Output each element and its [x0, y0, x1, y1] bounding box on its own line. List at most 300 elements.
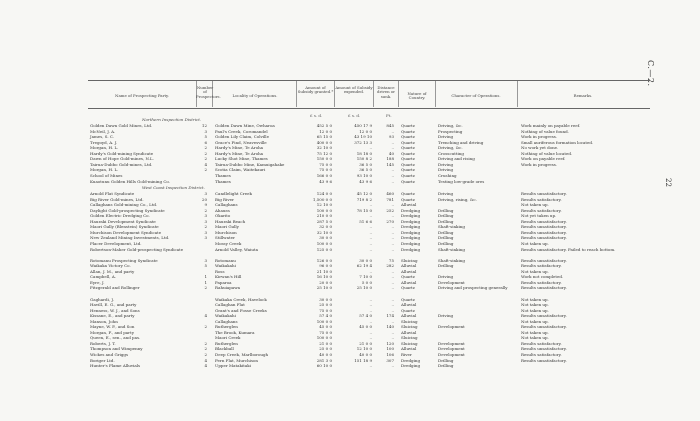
table-row	[0, 297, 700, 302]
cell-name: Kissane, E., and party	[90, 313, 135, 319]
table-row	[0, 302, 700, 307]
table-row	[0, 224, 700, 229]
cell-nat: Quartz	[401, 173, 415, 178]
cell-ex: 43 9 6	[359, 178, 372, 184]
cell-ex: ..	[369, 335, 372, 341]
cell-dist: 270	[386, 218, 394, 224]
cell-ex: ..	[369, 296, 372, 302]
cell-nat: Alluvial	[401, 329, 417, 335]
cell-name: Murchison Development Syndicate	[90, 229, 162, 235]
cell-nat: Quartz	[401, 167, 415, 173]
cell-nat: Dredging	[401, 207, 421, 213]
cell-char: Development	[438, 346, 465, 352]
cell-char: Driving, rising, &c.	[438, 196, 477, 202]
cell-rem: Not taken up.	[521, 335, 549, 341]
cell-gr: 30 0 0	[319, 296, 332, 302]
cell-char: Crushing	[438, 173, 457, 178]
cell-rem: Work in progress.	[521, 161, 558, 167]
cell-dist: 307	[386, 357, 394, 363]
cell-loc: Rutherglen	[215, 340, 238, 346]
cell-name: Hauraki Development Syndicate	[90, 218, 156, 224]
cell-name: Golden Electric Dredging Co.	[90, 213, 150, 219]
cell-loc: Callaghan Flat	[215, 302, 245, 307]
cell-ex: ..	[369, 268, 372, 274]
table-row	[0, 363, 700, 368]
cell-ex: 719 8 2	[356, 196, 372, 202]
cell-num: 2	[204, 224, 207, 230]
cell-rem: Results satisfactory.	[521, 196, 562, 202]
cell-rem: Not taken up.	[521, 202, 549, 208]
cell-dist: 781	[386, 196, 394, 202]
cell-name: Eyre, J.	[90, 279, 105, 285]
table-row	[0, 173, 700, 178]
cell-nat: Alluvial	[401, 313, 417, 319]
cell-nat: River	[401, 352, 412, 357]
cell-name: Manson, John	[90, 318, 118, 324]
cell-gr: 166 0 0	[316, 173, 332, 178]
cell-rem: Work not completed.	[521, 274, 564, 280]
cell-ex: 78 15 0	[356, 207, 372, 213]
cell-ex: ..	[369, 145, 372, 151]
cell-dist: ..	[391, 335, 394, 341]
cell-rem: Results satisfactory.	[521, 279, 562, 285]
cell-dist: ..	[391, 241, 394, 246]
cell-name: Arnold Flat Syndicate	[90, 191, 135, 196]
cell-char: Drilling	[438, 218, 454, 224]
cell-dist: 100	[386, 346, 394, 352]
cell-nat: Alluvial	[401, 302, 417, 307]
cell-gr: 12 10 0	[316, 202, 332, 208]
cell-loc: Grant's and Fosse Creeks	[215, 307, 267, 313]
cell-char: Drilling	[438, 213, 454, 219]
cell-gr: 65 15 0	[316, 134, 332, 140]
cell-ex: 43 19 10	[354, 134, 372, 140]
cell-char: Testing low-grade ores	[438, 178, 485, 184]
cell-nat: Dredging	[401, 246, 421, 252]
cell-name: Morgan, F., and party	[90, 329, 134, 335]
cell-char: Development	[438, 352, 465, 357]
cell-ex: ..	[369, 302, 372, 307]
table-row	[0, 235, 700, 240]
cell-name: Boriger Ltd.	[90, 357, 115, 363]
cell-gr: 21 10 0	[316, 268, 332, 274]
cell-loc: Lucky Shot Mine, Thames	[215, 156, 268, 162]
cell-nat: Quartz	[401, 296, 415, 302]
cell-dist: ..	[391, 268, 394, 274]
cell-char: Crosscutting	[438, 150, 464, 156]
header-name: Name of Prospecting Party.	[115, 93, 169, 98]
cell-rem: Results unsatisfactory.	[521, 229, 567, 235]
cell-nat: Quartz	[401, 285, 415, 291]
cell-ex: 12 0 0	[359, 128, 372, 134]
cell-loc: Hauraki Beach	[215, 218, 246, 224]
table-row	[0, 202, 700, 207]
cell-loc: Maori Gully	[215, 224, 239, 230]
cell-dist: 93	[388, 134, 394, 140]
cell-rem: Results satisfactory.	[521, 263, 562, 269]
cell-nat: Dredging	[401, 235, 421, 241]
cell-dist: 282	[386, 263, 394, 269]
cell-gr: 75 0 0	[319, 307, 332, 313]
cell-gr: 75 12 0	[316, 150, 332, 156]
cell-char: Driving and prospecting generally	[438, 285, 508, 291]
cell-num: 4	[204, 363, 207, 369]
cell-name: Henness, W. J., and Sons	[90, 307, 140, 313]
cell-nat: Quartz	[401, 161, 415, 167]
cell-nat: Sluicing	[401, 335, 418, 341]
cell-dist: ..	[391, 279, 394, 285]
cell-ex: 372 13 3	[354, 139, 372, 145]
cell-nat: Quartz	[401, 274, 415, 280]
cell-ex: 25 10 0	[356, 285, 372, 291]
header-locality: Locality of Operations.	[232, 93, 278, 98]
cell-rem: Results satisfactory.	[521, 352, 562, 357]
cell-dist: ..	[391, 285, 394, 291]
cell-ex: ..	[369, 235, 372, 241]
cell-name: Kuaotunu Golden Hills Gold-mining Co.	[90, 178, 170, 184]
cell-rem: Not taken up.	[521, 296, 549, 302]
cell-char: Shaft-sinking	[438, 224, 465, 230]
cell-num: 3	[204, 218, 207, 224]
cell-nat: Dredging	[401, 224, 421, 230]
cell-num: 2	[204, 346, 207, 352]
cell-dist: ..	[391, 246, 394, 252]
cell-loc: Fern Flat, Murchison	[215, 357, 258, 363]
cell-gr: 281 3 0	[316, 357, 332, 363]
cell-dist: ..	[391, 302, 394, 307]
cell-dist: ..	[391, 167, 394, 173]
cell-rem: Not taken up.	[521, 241, 549, 246]
cell-gr: 287 5 0	[316, 218, 332, 224]
cell-dist: 174	[386, 313, 394, 319]
cell-gr: 43 9 6	[319, 178, 332, 184]
cell-gr: 57 4 0	[319, 313, 332, 319]
table-row	[0, 208, 700, 213]
cell-name: Tregoyd, A. J.	[90, 139, 118, 145]
cell-loc: Murchison	[215, 229, 237, 235]
cell-gr: 30 0 0	[319, 235, 332, 241]
cell-nat: Sluicing	[401, 324, 418, 330]
cell-char: Drilling	[438, 235, 454, 241]
cell-dist: ..	[391, 139, 394, 145]
cell-nat: Quartz	[401, 150, 415, 156]
table-row	[0, 313, 700, 318]
table-row	[0, 319, 700, 324]
cell-gr: 400 0 0	[316, 139, 332, 145]
cell-num: 20	[201, 196, 207, 202]
cell-nat: Quartz	[401, 139, 415, 145]
cell-loc: Paul's Creek, Coromandel	[215, 128, 268, 134]
cell-ex: 7 10 0	[359, 274, 372, 280]
cell-gr: 150 0 0	[316, 156, 332, 162]
table-row	[0, 151, 700, 156]
cell-nat: Dredging	[401, 241, 421, 246]
cell-ex: ..	[369, 241, 372, 246]
cell-gr: 21 0 0	[319, 340, 332, 346]
table-row	[0, 280, 700, 285]
cell-nat: Alluvial	[401, 268, 417, 274]
cell-num: 2	[204, 167, 207, 173]
cell-num: 5	[204, 263, 207, 269]
cell-nat: Dredging	[401, 363, 421, 369]
cell-loc: Golden Lily Claim, Colville	[215, 134, 269, 140]
cell-gr: 25 10 0	[316, 285, 332, 291]
cell-rem: Nothing of value found.	[521, 128, 569, 134]
cell-nat: Quartz	[401, 191, 415, 196]
cell-gr: 100 0 0	[316, 207, 332, 213]
cell-loc: Rotomanu	[215, 257, 236, 263]
cell-dist: 106	[386, 352, 394, 357]
cell-char: Driving and rising	[438, 156, 475, 162]
table-row	[0, 145, 700, 150]
cell-num: 6	[204, 139, 207, 145]
cell-nat: Quartz	[401, 145, 415, 151]
cell-name: Gaghardi, J.	[90, 296, 114, 302]
cell-dist: ..	[391, 173, 394, 178]
cell-nat: Alluvial	[401, 279, 417, 285]
cell-char: Driving	[438, 134, 454, 140]
cell-name: Havill, E. G., and party	[90, 302, 137, 307]
cell-ex: 93 10 0	[356, 173, 372, 178]
table-row	[0, 263, 700, 268]
cell-num: 5	[204, 134, 207, 140]
cell-gr: 40 0 0	[319, 352, 332, 357]
cell-gr: 452 5 0	[316, 123, 332, 128]
cell-num: 12	[201, 123, 207, 128]
cell-rem: Results unsatisfactory.	[521, 257, 567, 263]
cell-gr: 100 0 0	[316, 241, 332, 246]
table-row	[0, 197, 700, 202]
cell-ex: ..	[369, 246, 372, 252]
cell-gr: 32 0 0	[319, 224, 332, 230]
cell-gr: 16 10 0	[316, 274, 332, 280]
cell-gr: 96 0 0	[319, 263, 332, 269]
cell-ex: ..	[369, 329, 372, 335]
table-row	[0, 213, 700, 218]
cell-loc: Thames	[215, 178, 231, 184]
cell-loc: Mossy Creek	[215, 241, 242, 246]
cell-nat: Alluvial	[401, 346, 417, 352]
cell-nat: Alluvial	[401, 263, 417, 269]
cell-rem: Results satisfactory.	[521, 207, 562, 213]
cell-gr: 125 0 0	[316, 246, 332, 252]
cell-loc: Ross	[215, 268, 225, 274]
header-distance: Distance driven or sunk.	[376, 85, 396, 99]
cell-rem: Results unsatisfactory.	[521, 218, 567, 224]
cell-gr: 12 0 0	[319, 128, 332, 134]
cell-char: Shaft-sinking	[438, 257, 465, 263]
table-row	[0, 247, 700, 252]
cell-name: Rotomanu Prospecting Syndicate	[90, 257, 158, 263]
cell-num: 1	[204, 274, 207, 280]
cell-name: Wickes and Griggs	[90, 352, 129, 357]
cell-dist: ..	[391, 318, 394, 324]
cell-char: Drilling	[438, 357, 454, 363]
cell-char: Drilling	[438, 241, 454, 246]
cell-name: Queen, E., sen., and pas.	[90, 335, 141, 341]
cell-gr: 32 10 0	[316, 145, 332, 151]
cell-num: 3	[204, 213, 207, 219]
cell-num: 2	[204, 324, 207, 330]
cell-num: 2	[204, 156, 207, 162]
cell-loc: Upper Matakitaki	[215, 363, 251, 369]
table-row	[0, 324, 700, 329]
table-row	[0, 358, 700, 363]
table-row	[0, 346, 700, 351]
cell-loc: Grace's Find, Neavesville	[215, 139, 267, 145]
cell-dist: 845	[386, 123, 394, 128]
cell-loc: Okarito	[215, 213, 231, 219]
cell-num: 4	[204, 313, 207, 319]
cell-loc: Blackball	[215, 346, 234, 352]
cell-loc: Candlelight Creek	[215, 191, 252, 196]
table-row	[0, 330, 700, 335]
cell-rem: Not taken up.	[521, 307, 549, 313]
cell-num: 3	[204, 229, 207, 235]
cell-rem: Work on payable reef.	[521, 156, 566, 162]
cell-num: 3	[204, 191, 207, 196]
cell-ex: 62 19 4	[356, 263, 372, 269]
cell-nat: Sluicing	[401, 257, 418, 263]
cell-char: Prospecting	[438, 128, 463, 134]
cell-ex: 45 0 0	[359, 324, 372, 330]
cell-dist: ..	[391, 178, 394, 184]
cell-name: Waikaka Victory Co.	[90, 263, 131, 269]
cell-gr: 75 0 0	[319, 161, 332, 167]
table-row	[0, 352, 700, 357]
header-character: Character of Operations.	[451, 93, 501, 98]
cell-ex: 36 5 0	[359, 167, 372, 173]
table-row	[0, 129, 700, 134]
cell-rem: Work mainly on payable reef.	[521, 123, 581, 128]
cell-loc: Waikaka Creek, Havelock	[215, 296, 267, 302]
cell-num: 2	[204, 340, 207, 346]
cell-gr: 45 0 0	[319, 324, 332, 330]
cell-nat: Sluicing	[401, 340, 418, 346]
cell-dist: 40	[388, 150, 394, 156]
cell-char: Drilling	[438, 207, 454, 213]
header-bottom-rule	[88, 108, 650, 109]
table-row	[0, 140, 700, 145]
cell-nat: Quartz	[401, 123, 415, 128]
cell-gr: 126 0 0	[316, 257, 332, 263]
cell-num: 9	[204, 202, 207, 208]
cell-dist: 460	[386, 191, 394, 196]
cell-loc: Paparoa	[215, 279, 232, 285]
cell-dist: ..	[391, 329, 394, 335]
cell-loc: Callaghans	[215, 202, 238, 208]
cell-nat: Quartz	[401, 128, 415, 134]
cell-nat: Quartz	[401, 134, 415, 140]
cell-num: 4	[204, 357, 207, 363]
cell-ex: ..	[369, 202, 372, 208]
cell-num: 2	[204, 150, 207, 156]
cell-gr: 100 0 0	[316, 318, 332, 324]
cell-name: Fitzgerald and Rollinger	[90, 285, 140, 291]
table-row	[0, 230, 700, 235]
cell-name: Robertson-Maher Gold-prospecting Syndicate	[90, 246, 184, 252]
table-row	[0, 274, 700, 279]
cell-name: Tairua-Dubbo Gold-mines, Ltd.	[90, 161, 153, 167]
cell-dist: 252	[386, 207, 394, 213]
cell-ex: 36 5 0	[359, 161, 372, 167]
cell-dist: ..	[391, 274, 394, 280]
header-remarks: Remarks.	[573, 93, 593, 98]
cell-gr: 25 0 0	[319, 302, 332, 307]
cell-name: Daylight Gold-prospecting Syndicate	[90, 207, 165, 213]
cell-char: Driving	[438, 191, 454, 196]
cell-num: 4	[204, 161, 207, 167]
cell-gr: 1,500 0 0	[312, 196, 332, 202]
cell-nat: Sluicing	[401, 318, 418, 324]
table-row	[0, 123, 700, 128]
cell-char: Driving, &c.	[438, 145, 463, 151]
cell-nat: Quartz	[401, 196, 415, 202]
cell-rem: Results unsatisfactory.	[521, 224, 567, 230]
cell-rem: Nothing of value located.	[521, 150, 573, 156]
table-row	[0, 335, 700, 340]
cell-gr: 100 0 0	[316, 335, 332, 341]
cell-gr: 75 0 0	[319, 167, 332, 173]
cell-num: 3	[204, 235, 207, 241]
cell-char: Driving	[438, 161, 454, 167]
cell-num: 2	[204, 285, 207, 291]
table-row	[0, 308, 700, 313]
cell-nat: Alluvial	[401, 202, 417, 208]
header-nature: Nature of Country.	[407, 91, 427, 101]
cell-dist: ..	[391, 296, 394, 302]
cell-name: New Zealand Mining Investments, Ltd.	[90, 235, 170, 241]
units-expended: £ s. d.	[348, 113, 361, 118]
cell-dist: ..	[391, 213, 394, 219]
cell-rem: Work in progress.	[521, 134, 558, 140]
cell-ex: 12 10 0	[356, 346, 372, 352]
cell-name: Campbell, A.	[90, 274, 116, 280]
table-row	[0, 341, 700, 346]
cell-rem: Results unsatisfactory.	[521, 191, 567, 196]
cell-rem: Not taken up.	[521, 302, 549, 307]
cell-char: Development	[438, 340, 465, 346]
cell-name: Placer Development, Ltd.	[90, 241, 142, 246]
cell-name: Dawn of Hope Gold-mines, N.L.	[90, 156, 154, 162]
cell-gr: 210 0 0	[316, 213, 332, 219]
cell-rem: Results satisfactory.	[521, 340, 562, 346]
cell-loc: Scotia Claim, Waitekauri	[215, 167, 266, 173]
cell-nat: Quartz	[401, 156, 415, 162]
cell-nat: Quartz	[401, 178, 415, 184]
cell-ex: ..	[369, 307, 372, 313]
cell-name: Morgan, H. L.	[90, 167, 119, 173]
cell-dist: ..	[391, 224, 394, 230]
cell-char: Development	[438, 279, 465, 285]
cell-gr: 60 10 0	[316, 363, 332, 369]
cell-rem: Results unsatisfactory.	[521, 285, 567, 291]
header-expended: Amount of Subsidy expended.	[335, 85, 373, 95]
cell-ex: 450 17 9	[354, 123, 372, 128]
cell-char: Shaft-sinking	[438, 246, 465, 252]
cell-dist: ..	[391, 128, 394, 134]
cell-loc: Arnold Valley, Waiuta	[215, 246, 258, 252]
cell-loc: Big River	[215, 196, 234, 202]
cell-rem: Not taken up.	[521, 318, 549, 324]
cell-rem: Not taken up.	[521, 268, 549, 274]
cell-num: 2	[204, 145, 207, 151]
cell-char: Drilling	[438, 263, 454, 269]
table-row	[0, 179, 700, 184]
cell-loc: Rutherglen	[215, 324, 238, 330]
cell-name: Allan, J. M., and party	[90, 268, 135, 274]
cell-char: Drilling	[438, 363, 454, 369]
